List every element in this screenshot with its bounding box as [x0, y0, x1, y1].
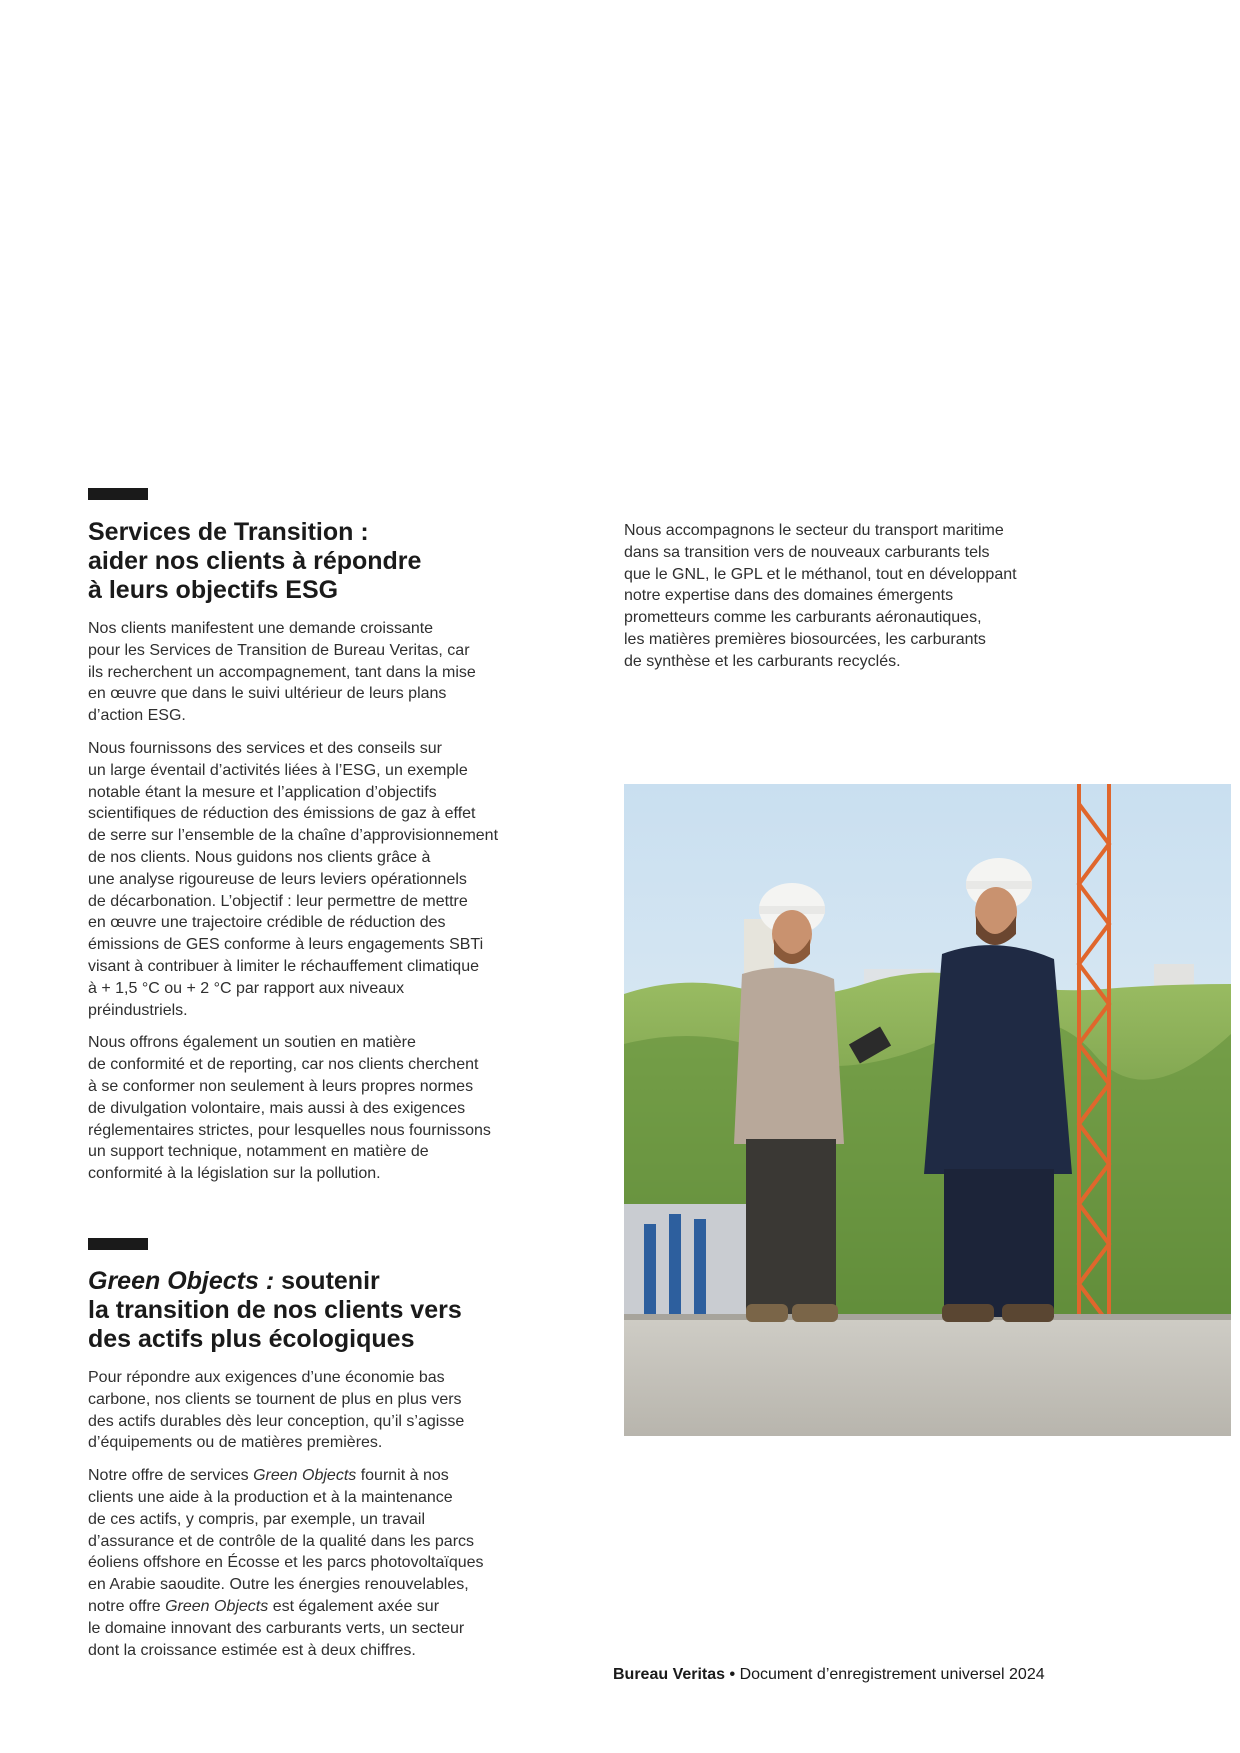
text-line: clients une aide à la production et à la maintenance	[88, 1488, 453, 1506]
text-line: ils recherchent un accompagnement, tant dans la mise	[88, 663, 476, 681]
text-italic: Green Objects	[253, 1467, 357, 1485]
footer-separator: •	[725, 1666, 740, 1683]
text-line: d’action ESG.	[88, 707, 186, 725]
section-green-objects-body	[88, 1367, 548, 1672]
title-line: Services de Transition :	[88, 518, 369, 546]
engineers-on-construction-site-photo	[624, 784, 1231, 1436]
text-line: carbone, nos clients se tournent de plus en plus vers	[88, 1390, 462, 1408]
text-line: en œuvre que dans le suivi ultérieur de leurs plans	[88, 685, 447, 703]
text-line: de conformité et de reporting, car nos clients cherchent	[88, 1056, 479, 1074]
text-line: réglementaires strictes, pour lesquelles nous fournissons	[88, 1121, 491, 1139]
text-line: visant à contribuer à limiter le réchauffement climatique	[88, 957, 479, 975]
text-run: fournit à nos	[356, 1467, 449, 1485]
text-line: à + 1,5 °C ou + 2 °C par rapport aux niveaux	[88, 979, 405, 997]
text-line: dans sa transition vers de nouveaux carburants tels	[624, 543, 990, 561]
text-line: Nous accompagnons le secteur du transport maritime	[624, 522, 1004, 539]
paragraph	[624, 520, 1124, 673]
text-run: notre offre	[88, 1597, 166, 1615]
paragraph	[88, 1032, 548, 1185]
text-line: les matières premières biosourcées, les carburants	[624, 630, 986, 648]
photo-illustration	[624, 784, 1231, 1436]
footer-brand: Bureau Veritas	[613, 1666, 726, 1683]
footer-document-title: Document d’enregistrement universel 2024	[739, 1666, 1045, 1683]
text-line: dont la croissance estimée est à deux chiffres.	[88, 1641, 416, 1659]
section-marker-bar	[88, 488, 148, 500]
text-line: des actifs durables dès leur conception, qu’il s’agisse	[88, 1412, 465, 1430]
text-line: à se conformer non seulement à leurs propres normes	[88, 1077, 474, 1095]
text-line: préindustriels.	[88, 1001, 188, 1019]
page-footer	[613, 1666, 1045, 1684]
text-line: notre expertise dans des domaines émergents	[624, 587, 954, 605]
text-line: Nous fournissons des services et des conseils sur	[88, 739, 442, 757]
section-title-green-objects	[88, 1267, 548, 1354]
text-run: est également axée sur	[268, 1597, 440, 1615]
text-line: prometteurs comme les carburants aéronautiques,	[624, 609, 982, 627]
text-line	[88, 1596, 548, 1618]
text-line: d’assurance et de contrôle de la qualité dans les parcs	[88, 1532, 475, 1550]
text-line: de ces actifs, y compris, par exemple, un travail	[88, 1510, 426, 1528]
text-line: le domaine innovant des carburants verts, un secteur	[88, 1619, 465, 1637]
title-line: des actifs plus écologiques	[88, 1325, 415, 1353]
text-line: une analyse rigoureuse de leurs leviers opérationnels	[88, 870, 467, 888]
text-line: éoliens offshore en Écosse et les parcs photovoltaïques	[88, 1554, 484, 1572]
text-line: Pour répondre aux exigences d’une économie bas	[88, 1369, 445, 1386]
title-line: à leurs objectifs ESG	[88, 576, 339, 604]
section-marker-bar	[88, 1238, 148, 1250]
text-line: un large éventail d’activités liées à l’ESG, un exemple	[88, 761, 468, 779]
text-line: de synthèse et les carburants recyclés.	[624, 652, 901, 670]
text-line: en Arabie saoudite. Outre les énergies renouvelables,	[88, 1576, 469, 1594]
title-line: la transition de nos clients vers	[88, 1296, 462, 1324]
title-line	[88, 1267, 548, 1296]
text-line: pour les Services de Transition de Bureau Veritas, car	[88, 641, 470, 659]
text-line: notable étant la mesure et l’application d’objectifs	[88, 783, 437, 801]
text-run: Notre offre de services	[88, 1467, 254, 1485]
text-italic: Green Objects	[165, 1597, 269, 1615]
text-line: émissions de GES conforme à leurs engagements SBTi	[88, 936, 484, 954]
text-line: de divulgation volontaire, mais aussi à des exigences	[88, 1099, 466, 1117]
text-line: d’équipements ou de matières premières.	[88, 1434, 383, 1452]
text-line: en œuvre une trajectoire crédible de réduction des	[88, 914, 446, 932]
text-line: de serre sur l’ensemble de la chaîne d’approvisionnement	[88, 827, 499, 845]
section-transition-body	[88, 618, 548, 1196]
text-line: que le GNL, le GPL et le méthanol, tout en développant	[624, 565, 1017, 583]
paragraph	[88, 1367, 548, 1454]
text-line	[88, 1465, 548, 1487]
paragraph	[88, 618, 548, 727]
section-title-transition	[88, 518, 548, 605]
paragraph	[88, 1465, 548, 1661]
text-line: Nos clients manifestent une demande croissante	[88, 620, 434, 637]
text-line: de nos clients. Nous guidons nos clients grâce à	[88, 848, 431, 866]
right-column-text	[624, 520, 1124, 684]
paragraph	[88, 738, 548, 1021]
title-italic: Green Objects :	[88, 1267, 275, 1295]
title-rest: soutenir	[274, 1267, 380, 1295]
title-line: aider nos clients à répondre	[88, 547, 422, 575]
text-line: scientifiques de réduction des émissions de gaz à effet	[88, 805, 476, 823]
text-line: Nous offrons également un soutien en matière	[88, 1034, 416, 1052]
text-line: un support technique, notamment en matière de	[88, 1143, 429, 1161]
text-line: de décarbonation. L’objectif : leur permettre de mettre	[88, 892, 468, 910]
text-line: conformité à la législation sur la pollution.	[88, 1165, 381, 1183]
